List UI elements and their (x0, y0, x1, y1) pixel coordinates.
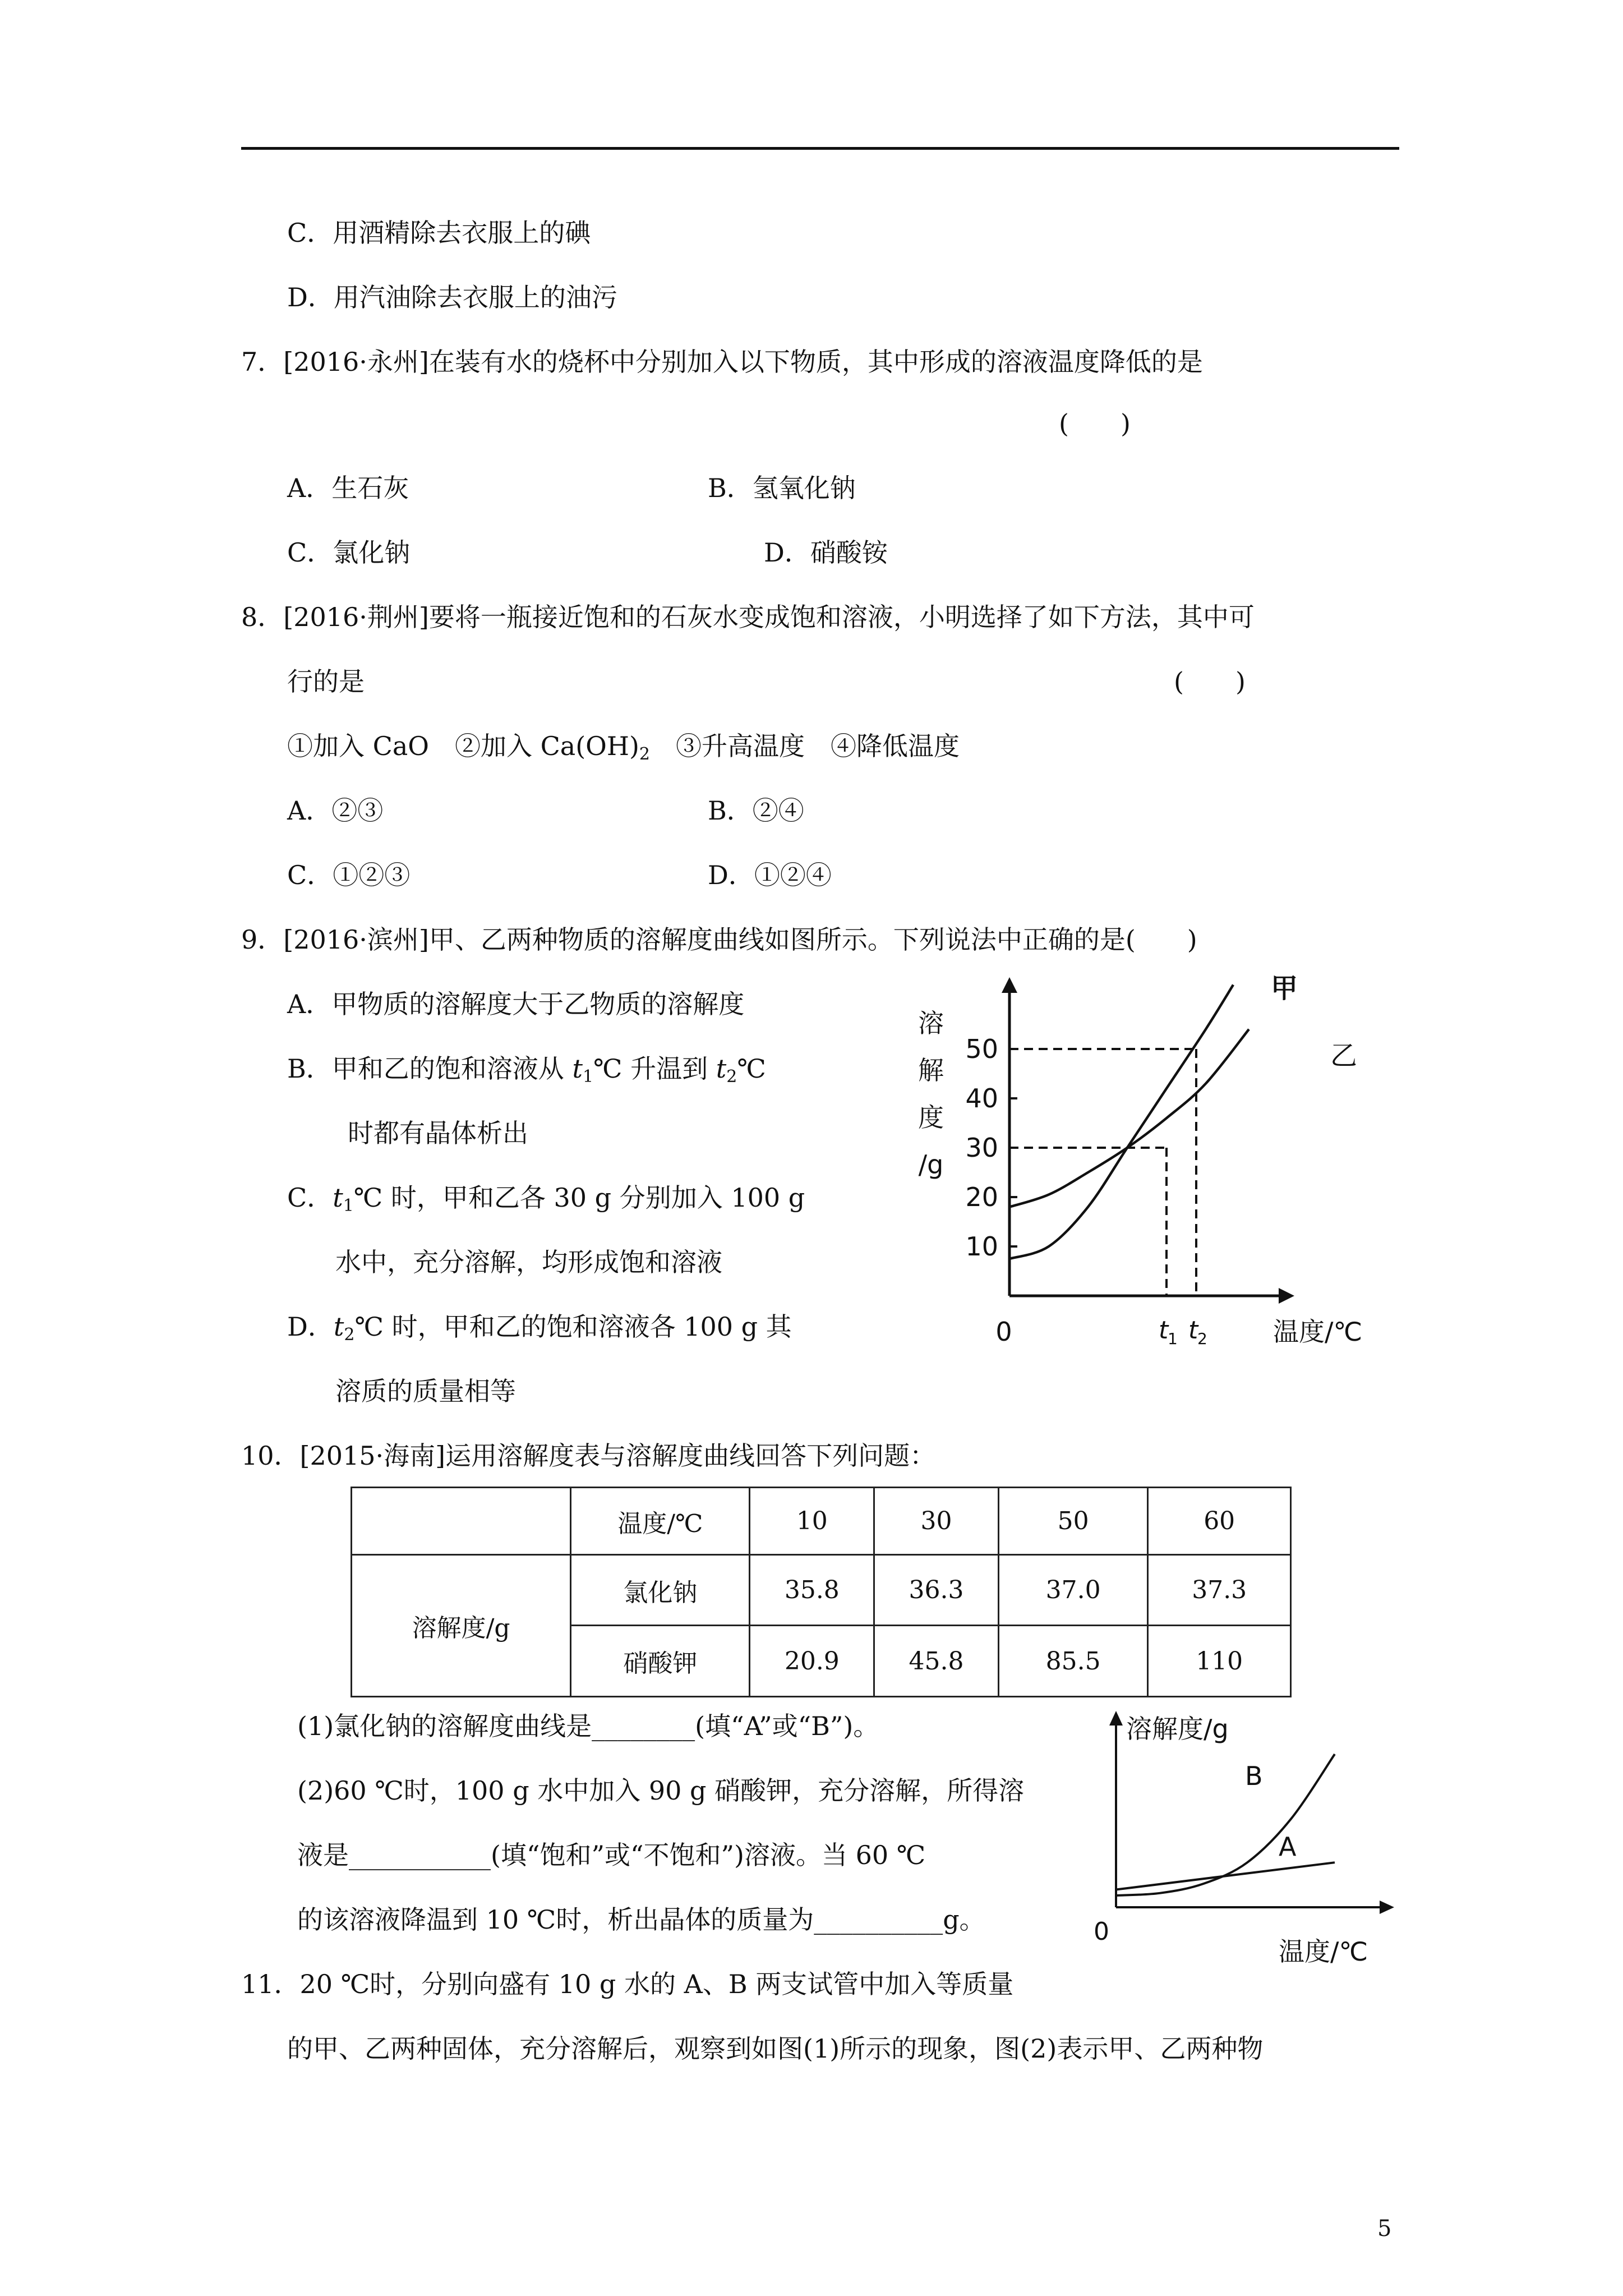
table-cell: 37.3 (1148, 1555, 1291, 1626)
page-number: 5 (1377, 2216, 1392, 2242)
series-yi-curve (1009, 1029, 1249, 1207)
y-axis-label: /g (918, 1149, 944, 1180)
option-d-t: t (333, 1312, 344, 1342)
methods-text-1: ①加入 CaO ②加入 Ca(OH) (287, 731, 639, 761)
table-corner-cell (352, 1488, 571, 1555)
series-label-a: A (1279, 1832, 1297, 1862)
solubility-table (351, 1487, 1292, 1697)
y-axis-arrow (1002, 977, 1017, 993)
y-tick-label: 50 (965, 1034, 998, 1064)
question-10-part-2-line3: 的该溶液降温到 10 ℃时，析出晶体的质量为__________g。 (297, 1904, 985, 1935)
table-cell: 37.0 (998, 1555, 1148, 1626)
question-10-part-2-line1: (2)60 ℃时，100 g 水中加入 90 g 硝酸钾，充分溶解，所得溶 (297, 1775, 1025, 1806)
question-9-option-b-line2: 时都有晶体析出 (348, 1118, 528, 1148)
y-tick-label: 10 (965, 1231, 998, 1262)
question-11-line2: 的甲、乙两种固体，充分溶解后，观察到如图(1)所示的现象，图(2)表示甲、乙两种物 (287, 2033, 1264, 2064)
table-temp-cell: 60 (1148, 1488, 1291, 1555)
y-axis-arrow (1109, 1711, 1123, 1726)
question-9-option-a: A．甲物质的溶解度大于乙物质的溶解度 (287, 989, 745, 1019)
x-axis-arrow (1380, 1901, 1394, 1914)
table-cell: 20.9 (750, 1626, 874, 1697)
option-b-t2: t (716, 1053, 727, 1084)
methods-subscript: 2 (639, 744, 651, 764)
y-tick-label: 40 (965, 1083, 998, 1114)
question-10-stem: 10．[2015·海南]运用溶解度表与溶解度曲线回答下列问题： (241, 1441, 936, 1471)
x-tick-label: t (1159, 1316, 1169, 1345)
series-a-line (1116, 1862, 1335, 1889)
question-8-option-a: A．②③ (287, 795, 384, 826)
y-axis-label: 溶 (918, 1008, 944, 1038)
question-7-stem: 7．[2016·永州]在装有水的烧杯中分别加入以下物质，其中形成的溶液温度降低的是 (241, 347, 1203, 377)
question-11-line1: 11．20 ℃时，分别向盛有 10 g 水的 A、B 两支试管中加入等质量 (241, 1969, 1014, 1999)
question-7-bracket: ( ) (1059, 408, 1131, 439)
header-rule (241, 147, 1399, 150)
question-10-part-2-line2: 液是___________(填“饱和”或“不饱和”)溶液。当 60 ℃ (297, 1840, 926, 1870)
question-8-stem-continued: 行的是 (287, 666, 365, 697)
origin-label: 0 (995, 1317, 1012, 1347)
x-tick-subscript: 2 (1197, 1329, 1207, 1348)
table-row (352, 1555, 1291, 1626)
table-cell: 85.5 (998, 1626, 1148, 1697)
table-row-name: 氯化钠 (571, 1555, 750, 1626)
question-8-option-b: B．②④ (708, 795, 804, 826)
option-b-mid: ℃ 升温到 (593, 1053, 716, 1084)
table-temp-header: 温度/℃ (571, 1488, 750, 1555)
option-d-pre: D． (287, 1312, 334, 1342)
table-row-name: 硝酸钾 (571, 1626, 750, 1697)
option-c-sub: 1 (343, 1196, 354, 1216)
option-c-pre: C． (287, 1182, 333, 1213)
x-tick-subscript: 1 (1168, 1329, 1178, 1348)
table-cell: 36.3 (874, 1555, 999, 1626)
question-9-option-d-line2: 溶质的质量相等 (335, 1376, 516, 1406)
option-d-sub: 2 (344, 1325, 355, 1345)
x-tick-label: t (1188, 1316, 1198, 1345)
x-axis-label: 温度/℃ (1279, 1936, 1368, 1967)
question-7-option-c: C．氯化钠 (287, 537, 411, 568)
table-temp-cell: 10 (750, 1488, 874, 1555)
table-cell: 110 (1148, 1626, 1291, 1697)
origin-label: 0 (1094, 1917, 1109, 1946)
table-header-row (352, 1488, 1291, 1555)
y-axis-label: 解 (918, 1055, 944, 1085)
series-label-jia: 甲 (1271, 973, 1298, 1004)
question-9-stem: 9．[2016·滨州]甲、乙两种物质的溶解度曲线如图所示。下列说法中正确的是( ) (241, 924, 1197, 955)
option-b-t1: t (572, 1053, 583, 1084)
question-8-methods (287, 729, 960, 771)
y-axis-label: 度 (918, 1102, 944, 1133)
question-8-bracket: ( ) (1174, 666, 1246, 697)
y-tick-label: 20 (965, 1182, 998, 1212)
series-label-yi: 乙 (1330, 1040, 1358, 1071)
question-8-option-d: D．①②④ (708, 860, 832, 890)
table-row-group-label: 溶解度/g (352, 1555, 571, 1697)
table-temp-cell: 30 (874, 1488, 999, 1555)
question-7-option-d: D．硝酸铵 (764, 537, 888, 568)
option-c-post: ℃ 时，甲和乙各 30 g 分别加入 100 g (353, 1182, 805, 1213)
question-8-option-c: C．①②③ (287, 860, 411, 890)
question-7-option-b: B．氢氧化钠 (708, 473, 856, 503)
solubility-chart-a-b (1088, 1705, 1402, 1980)
question-9-option-c (287, 1181, 805, 1223)
series-b-curve (1116, 1754, 1335, 1895)
option-c-t: t (333, 1182, 343, 1213)
question-9-option-d (287, 1310, 792, 1352)
y-tick-label: 30 (965, 1133, 998, 1163)
option-d-prev: D．用汽油除去衣服上的油污 (287, 282, 617, 312)
methods-text-2: ③升高温度 ④降低温度 (650, 731, 960, 761)
table-cell: 45.8 (874, 1626, 999, 1697)
table-temp-cell: 50 (998, 1488, 1148, 1555)
question-10-part-1: (1)氯化钠的溶解度曲线是________(填“A”或“B”)。 (297, 1711, 879, 1741)
option-b-post: ℃ (737, 1053, 766, 1084)
question-9-option-c-line2: 水中，充分溶解，均形成饱和溶液 (335, 1247, 722, 1277)
option-c-prev: C．用酒精除去衣服上的碘 (287, 218, 591, 248)
series-label-b: B (1245, 1761, 1263, 1791)
option-d-post: ℃ 时，甲和乙的饱和溶液各 100 g 其 (354, 1312, 792, 1342)
question-7-option-a: A．生石灰 (287, 473, 409, 503)
question-8-stem: 8．[2016·荆州]要将一瓶接近饱和的石灰水变成饱和溶液，小明选择了如下方法，其中可 (241, 602, 1255, 632)
table-cell: 35.8 (750, 1555, 874, 1626)
x-axis-label: 温度/℃ (1273, 1317, 1363, 1347)
solubility-chart-jia-yi (875, 970, 1402, 1363)
series-jia-curve (1009, 985, 1233, 1259)
x-axis-arrow (1279, 1288, 1294, 1304)
question-9-option-b (287, 1052, 766, 1094)
option-b-sub1: 1 (582, 1067, 594, 1087)
option-b-pre: B．甲和乙的饱和溶液从 (287, 1053, 573, 1084)
option-b-sub2: 2 (726, 1067, 737, 1087)
y-axis-label: 溶解度/g (1126, 1714, 1229, 1744)
